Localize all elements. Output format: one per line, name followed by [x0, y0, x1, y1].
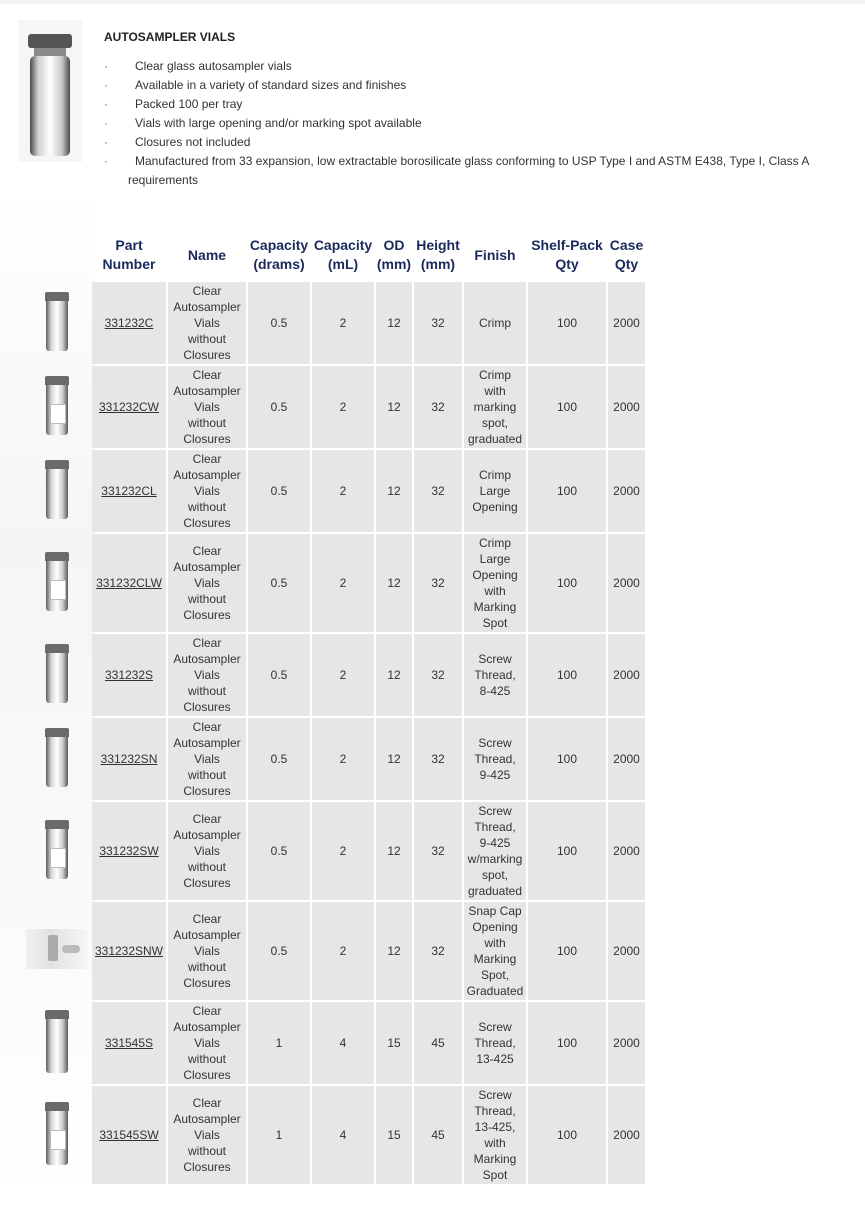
- bullet: ·: [104, 78, 108, 92]
- top-divider: [0, 0, 865, 4]
- list-item: · Manufactured from 33 expansion, low extractable borosilicate glass conforming to USP Type I and ASTM E438, Type I, Class A requirements: [104, 154, 810, 187]
- height-cell: 32: [414, 718, 462, 800]
- crimp-large-marking-vial-icon: [45, 552, 69, 611]
- finish-cell: Screw Thread, 8-425: [464, 634, 526, 716]
- height-cell: 32: [414, 450, 462, 532]
- part-number-cell: [92, 450, 166, 532]
- part-number-cell: [92, 1002, 166, 1084]
- vial-image-cell: [24, 634, 90, 716]
- part-number-link[interactable]: 331545S: [104, 1036, 154, 1050]
- bullet: ·: [104, 59, 108, 73]
- finish-cell: Crimp with marking spot, graduated: [464, 366, 526, 448]
- capacity-ml-cell: 2: [312, 634, 374, 716]
- part-number-link[interactable]: 331232S: [104, 668, 154, 682]
- bullet: ·: [104, 97, 108, 111]
- part-number-cell: [92, 718, 166, 800]
- screw-vial-icon: [45, 644, 69, 703]
- shelf-pack-qty-cell: 100: [528, 634, 606, 716]
- name-cell: Clear Autosampler Vials without Closures: [168, 450, 246, 532]
- finish-cell: Crimp Large Opening with Marking Spot: [464, 534, 526, 632]
- finish-cell: Screw Thread, 13-425: [464, 1002, 526, 1084]
- table-row: [24, 718, 645, 800]
- capacity-ml-cell: 2: [312, 282, 374, 364]
- shelf-pack-qty-cell: 100: [528, 1086, 606, 1184]
- part-number-link[interactable]: 331545SW: [99, 1128, 159, 1142]
- finish-cell: Screw Thread, 9-425 w/marking spot, graduated: [464, 802, 526, 900]
- header-height: Height (mm): [416, 237, 460, 272]
- table-header-row: [24, 230, 645, 280]
- part-number-cell: [92, 634, 166, 716]
- finish-cell: Screw Thread, 13-425, with Marking Spot: [464, 1086, 526, 1184]
- vial-image-cell: [24, 366, 90, 448]
- part-number-cell: [92, 534, 166, 632]
- capacity-ml-cell: 2: [312, 450, 374, 532]
- capacity-ml-cell: 2: [312, 366, 374, 448]
- vial-image-cell: [24, 718, 90, 800]
- case-qty-cell: 2000: [608, 718, 645, 800]
- list-item: · Packed 100 per tray: [104, 95, 824, 114]
- shelf-pack-qty-cell: 100: [528, 282, 606, 364]
- finish-cell: Screw Thread, 9-425: [464, 718, 526, 800]
- od-cell: 15: [376, 1086, 412, 1184]
- part-number-link[interactable]: 331232CW: [98, 400, 160, 414]
- screw-vial-icon: [45, 728, 69, 787]
- table-body: [24, 282, 645, 1184]
- vial-product-icon: [18, 20, 82, 162]
- name-cell: Clear Autosampler Vials without Closures: [168, 1002, 246, 1084]
- part-number-cell: [92, 282, 166, 364]
- vial-image-cell: [24, 902, 90, 1000]
- capacity-ml-cell: 2: [312, 802, 374, 900]
- case-qty-cell: 2000: [608, 1002, 645, 1084]
- table-row: [24, 802, 645, 900]
- vial-image-cell: [24, 1086, 90, 1184]
- shelf-pack-qty-cell: 100: [528, 802, 606, 900]
- crimp-large-vial-icon: [45, 460, 69, 519]
- vial-image-cell: [24, 282, 90, 364]
- product-table: [22, 228, 647, 1186]
- list-item: · Available in a variety of standard sizes and finishes: [104, 76, 824, 95]
- part-number-link[interactable]: 331232SW: [99, 844, 159, 858]
- name-cell: Clear Autosampler Vials without Closures: [168, 902, 246, 1000]
- list-item: · Closures not included: [104, 133, 824, 152]
- case-qty-cell: 2000: [608, 634, 645, 716]
- capacity-drams-cell: 0.5: [248, 802, 310, 900]
- name-cell: Clear Autosampler Vials without Closures: [168, 366, 246, 448]
- capacity-ml-cell: 4: [312, 1086, 374, 1184]
- capacity-ml-cell: 2: [312, 902, 374, 1000]
- capacity-ml-cell: 2: [312, 718, 374, 800]
- od-cell: 15: [376, 1002, 412, 1084]
- od-cell: 12: [376, 534, 412, 632]
- capacity-drams-cell: 0.5: [248, 634, 310, 716]
- capacity-drams-cell: 1: [248, 1086, 310, 1184]
- name-cell: Clear Autosampler Vials without Closures: [168, 634, 246, 716]
- bullet: ·: [104, 116, 108, 130]
- vial-image-cell: [24, 534, 90, 632]
- height-cell: 45: [414, 1002, 462, 1084]
- header-part-number: Part Number: [102, 237, 156, 272]
- shelf-pack-qty-cell: 100: [528, 534, 606, 632]
- header-shelf-pack-qty: Shelf-Pack Qty: [531, 237, 603, 272]
- table-row: [24, 450, 645, 532]
- part-number-cell: [92, 366, 166, 448]
- part-number-link[interactable]: 331232SN: [100, 752, 158, 766]
- vial-image-cell: [24, 1002, 90, 1084]
- od-cell: 12: [376, 718, 412, 800]
- table-row: [24, 1086, 645, 1184]
- capacity-drams-cell: 0.5: [248, 366, 310, 448]
- table-row: [24, 902, 645, 1000]
- part-number-link[interactable]: 331232CL: [101, 484, 157, 498]
- od-cell: 12: [376, 634, 412, 716]
- feature-list: [104, 57, 824, 190]
- od-cell: 12: [376, 282, 412, 364]
- height-cell: 32: [414, 282, 462, 364]
- bullet: ·: [104, 154, 108, 168]
- name-cell: Clear Autosampler Vials without Closures: [168, 534, 246, 632]
- vial-image-cell: [24, 450, 90, 532]
- shelf-pack-qty-cell: 100: [528, 718, 606, 800]
- table-row: [24, 1002, 645, 1084]
- part-number-cell: [92, 802, 166, 900]
- large-screw-marking-vial-icon: [45, 1102, 69, 1165]
- od-cell: 12: [376, 902, 412, 1000]
- shelf-pack-qty-cell: 100: [528, 366, 606, 448]
- header-case-qty: Case Qty: [609, 237, 644, 272]
- case-qty-cell: 2000: [608, 902, 645, 1000]
- capacity-drams-cell: 0.5: [248, 450, 310, 532]
- name-cell: Clear Autosampler Vials without Closures: [168, 1086, 246, 1184]
- snap-cap-vial-icon: [26, 929, 88, 969]
- shelf-pack-qty-cell: 100: [528, 450, 606, 532]
- page-title: AUTOSAMPLER VIALS: [104, 30, 236, 44]
- header-capacity-ml: Capacity (mL): [313, 237, 373, 272]
- capacity-drams-cell: 0.5: [248, 718, 310, 800]
- case-qty-cell: 2000: [608, 1086, 645, 1184]
- list-item: · Clear glass autosampler vials: [104, 57, 824, 76]
- shelf-pack-qty-cell: 100: [528, 902, 606, 1000]
- finish-cell: Crimp Large Opening: [464, 450, 526, 532]
- capacity-drams-cell: 0.5: [248, 282, 310, 364]
- od-cell: 12: [376, 450, 412, 532]
- case-qty-cell: 2000: [608, 534, 645, 632]
- od-cell: 12: [376, 366, 412, 448]
- table-row: [24, 366, 645, 448]
- part-number-cell: [92, 902, 166, 1000]
- capacity-drams-cell: 0.5: [248, 534, 310, 632]
- list-item: · Vials with large opening and/or marking spot available: [104, 114, 824, 133]
- case-qty-cell: 2000: [608, 802, 645, 900]
- part-number-link[interactable]: 331232CLW: [96, 576, 162, 590]
- header-capacity-drams: Capacity (drams): [249, 237, 309, 272]
- header-name: Name: [187, 246, 227, 263]
- capacity-drams-cell: 1: [248, 1002, 310, 1084]
- bullet: ·: [104, 135, 108, 149]
- crimp-marking-vial-icon: [45, 376, 69, 435]
- height-cell: 32: [414, 366, 462, 448]
- table-row: [24, 534, 645, 632]
- shelf-pack-qty-cell: 100: [528, 1002, 606, 1084]
- height-cell: 45: [414, 1086, 462, 1184]
- case-qty-cell: 2000: [608, 282, 645, 364]
- large-screw-vial-icon: [45, 1010, 69, 1073]
- screw-marking-vial-icon: [45, 820, 69, 879]
- crimp-vial-icon: [45, 292, 69, 351]
- height-cell: 32: [414, 802, 462, 900]
- capacity-ml-cell: 2: [312, 534, 374, 632]
- height-cell: 32: [414, 534, 462, 632]
- height-cell: 32: [414, 634, 462, 716]
- name-cell: Clear Autosampler Vials without Closures: [168, 718, 246, 800]
- finish-cell: Crimp: [464, 282, 526, 364]
- capacity-ml-cell: 4: [312, 1002, 374, 1084]
- header-finish: Finish: [474, 246, 516, 263]
- table-row: [24, 634, 645, 716]
- name-cell: Clear Autosampler Vials without Closures: [168, 802, 246, 900]
- header-image: [24, 230, 90, 280]
- capacity-drams-cell: 0.5: [248, 902, 310, 1000]
- header-od: OD (mm): [376, 237, 412, 272]
- height-cell: 32: [414, 902, 462, 1000]
- od-cell: 12: [376, 802, 412, 900]
- part-number-link[interactable]: 331232C: [104, 316, 154, 330]
- part-number-link[interactable]: 331232SNW: [94, 944, 164, 958]
- case-qty-cell: 2000: [608, 450, 645, 532]
- finish-cell: Snap Cap Opening with Marking Spot, Graduated: [464, 902, 526, 1000]
- case-qty-cell: 2000: [608, 366, 645, 448]
- name-cell: Clear Autosampler Vials without Closures: [168, 282, 246, 364]
- part-number-cell: [92, 1086, 166, 1184]
- table-row: [24, 282, 645, 364]
- vial-image-cell: [24, 802, 90, 900]
